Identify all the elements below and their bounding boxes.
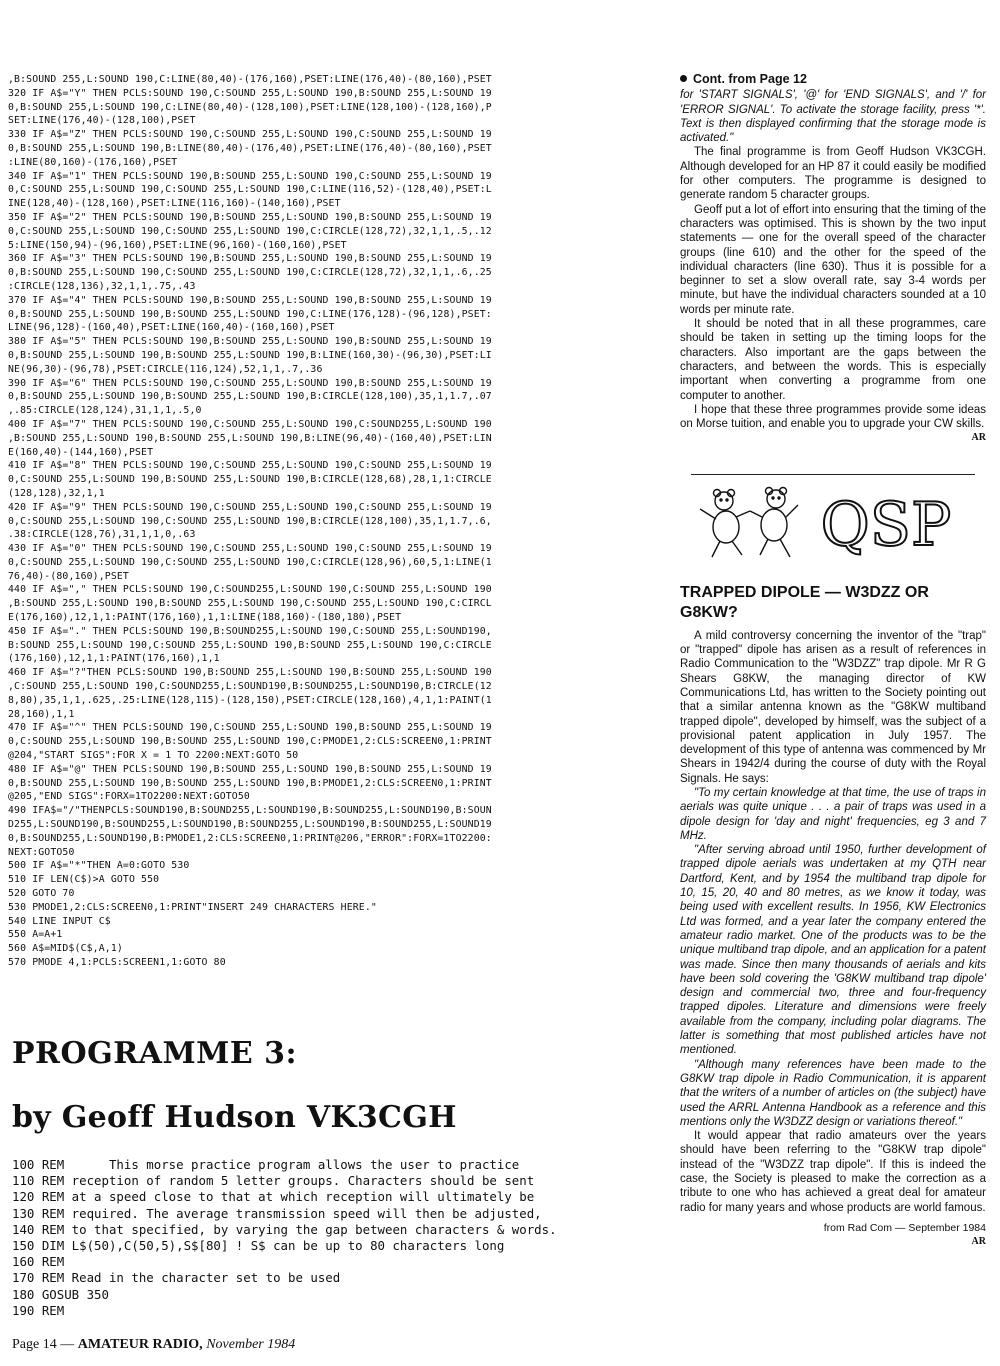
code-line: E(176,160),12,1,1:PAINT(176,160),1,1:LINE(188,160)-(180,180),PSET	[8, 612, 402, 624]
paragraph: Geoff put a lot of effort into ensuring that the timing of the characters was optimised. This is shown by the two input statements — one for the overall speed of the character groups (line 610) and the other for the speed of the individual characters (line 630). Thus it is possible for a beginner to set a slow overall rate, say 3-4 words per minute, but have the individual characters sounded at a 10 words per minute rate.	[680, 203, 986, 316]
code-line: (176,160),12,1,1:PAINT(176,160),1,1	[8, 653, 220, 665]
code-line: .38:CIRCLE(128,76),31,1,1,0,.63	[8, 529, 196, 541]
code-line: 0,C:SOUND 255,L:SOUND 190,C:SOUND 255,L:SOUND 190,C:CIRCLE(128,96),60,5,1:LINE(1	[8, 556, 492, 568]
code-line: 130 REM required. The average transmission speed will then be adjusted,	[12, 1205, 542, 1221]
continued-label: Cont. from Page 12	[680, 72, 986, 86]
code-line: SET:LINE(176,40)-(128,100),PSET	[8, 115, 196, 127]
code-line: 450 IF A$="." THEN PCLS:SOUND 190,B:SOUND255,L:SOUND 190,C:SOUND 255,L:SOUND190,	[8, 625, 492, 637]
right-column	[680, 72, 986, 1249]
code-line: 540 LINE INPUT C$	[8, 915, 111, 927]
code-line: 0,B:SOUND 255,L:SOUND 190,B:SOUND 255,L:SOUND 190,B:LINE(160,30)-(96,30),PSET:LI	[8, 349, 492, 361]
code-line: 0,C:SOUND 255,L:SOUND 190,B:SOUND 255,L:SOUND 190,C:PMODE1,2:CLS:SCREEN0,1:PRINT	[8, 736, 492, 748]
code-line: 340 IF A$="1" THEN PCLS:SOUND 190,B:SOUND 255,L:SOUND 190,C:SOUND 255,L:SOUND 19	[8, 170, 492, 182]
footer-issue: November 1984	[206, 1337, 296, 1352]
code-line: @205,"END SIGS":FORX=1TO2200:NEXT:GOTO50	[8, 791, 250, 803]
code-line: 0,B:SOUND255,L:SOUND190,B:PMODE1,2:CLS:SCREEN0,1:PRINT@206,"ERROR":FORX=1TO2200:	[8, 832, 492, 844]
code-line: 140 REM to that specified, by varying the gap between characters & words.	[12, 1221, 557, 1237]
code-line: 430 IF A$="0" THEN PCLS:SOUND 190,C:SOUND 255,L:SOUND 190,C:SOUND 255,L:SOUND 19	[8, 543, 492, 555]
code-listing-top	[8, 73, 648, 970]
paragraph: The final programme is from Geoff Hudson VK3CGH. Although developed for an HP 87 it could easily be modified for other computers. The programme is designed to generate random 5 character groups.	[680, 146, 986, 202]
code-line: 8,80),35,1,1,.625,.25:LINE(128,115)-(128,150),PSET:CIRCLE(128,160),4,1,1:PAINT(1	[8, 694, 492, 706]
code-line: 400 IF A$="7" THEN PCLS:SOUND 190,C:SOUND 255,L:SOUND 190,C:SOUND255,L:SOUND 190	[8, 418, 492, 430]
code-line: :CIRCLE(128,136),32,1,1,.75,.43	[8, 280, 196, 292]
code-line: 170 REM Read in the character set to be used	[12, 1270, 341, 1286]
code-line: B:SOUND 255,L:SOUND 190,C:SOUND 255,L:SOUND 190,B:SOUND 255,L:SOUND 190,C:CIRCLE	[8, 639, 492, 651]
code-line: 370 IF A$="4" THEN PCLS:SOUND 190,B:SOUND 255,L:SOUND 190,B:SOUND 255,L:SOUND 19	[8, 294, 492, 306]
code-line: NEXT:GOTO50	[8, 846, 75, 858]
paragraph: I hope that these three programmes provide some ideas on Morse tuition, and enable you to upgrade your CW skills.	[680, 403, 986, 431]
code-line: 550 A=A+1	[8, 929, 63, 941]
article-paragraph: A mild controversy concerning the inventor of the "trap" or "trapped" dipole has arisen as a result of references in Radio Communication to the "W3DZZ" trap dipole. Mr R G Shears G8KW, the managing director of KW Communications Ltd, has written to the Society pointing out that a similar antenna known as the "G8KW multiband trapped dipole", developed by himself, was the subject of a provisional patent application in July 1957. The development of this type of antenna was commenced by Mr Shears in 1942/4 during the course of duty with the Royal Signals. He says:	[680, 629, 986, 785]
code-line: 330 IF A$="Z" THEN PCLS:SOUND 190,C:SOUND 255,L:SOUND 190,C:SOUND 255,L:SOUND 19	[8, 129, 492, 141]
code-line: 380 IF A$="5" THEN PCLS:SOUND 190,B:SOUND 255,L:SOUND 190,B:SOUND 255,L:SOUND 19	[8, 336, 492, 348]
footer-page-number: Page 14 —	[12, 1337, 75, 1352]
code-line: 0,B:SOUND 255,L:SOUND 190,B:SOUND 255,L:SOUND 190,B:CIRCLE(128,100),35,1,1.7,.07	[8, 391, 492, 403]
code-line: 490 IFA$="/"THENPCLS:SOUND190,B:SOUND255,L:SOUND190,B:SOUND255,L:SOUND190,B:SOUN	[8, 805, 492, 817]
code-line: 0,C:SOUND 255,L:SOUND 190,C:SOUND 255,L:SOUND 190,B:CIRCLE(128,100),35,1,1.7,.6,	[8, 515, 492, 527]
code-line: 460 IF A$="?"THEN PCLS:SOUND 190,B:SOUND 255,L:SOUND 190,B:SOUND 255,L:SOUND 190	[8, 667, 492, 679]
code-line: ,B:SOUND 255,L:SOUND 190,C:LINE(80,40)-(176,160),PSET:LINE(176,40)-(80,160),PSET	[8, 74, 492, 85]
intro-italic: for 'START SIGNALS', '@' for 'END SIGNALS', and '/' for 'ERROR SIGNAL'. To activate the storage facility, press '*'. Text is then displayed confirming that the storage mode is activated."	[680, 89, 986, 145]
code-line: 360 IF A$="3" THEN PCLS:SOUND 190,B:SOUND 255,L:SOUND 190,B:SOUND 255,L:SOUND 19	[8, 253, 492, 265]
code-line: 180 GOSUB 350	[12, 1286, 109, 1302]
code-line: 470 IF A$="^" THEN PCLS:SOUND 190,C:SOUND 255,L:SOUND 190,B:SOUND 255,L:SOUND 19	[8, 722, 492, 734]
code-line: 0,C:SOUND 255,L:SOUND 190,C:SOUND 255,L:SOUND 190,C:CIRCLE(128,72),32,1,1,.5,.12	[8, 225, 492, 237]
code-listing-programme3	[12, 1157, 652, 1319]
footer-magazine: AMATEUR RADIO,	[77, 1337, 203, 1352]
article-paragraph: It would appear that radio amateurs over the years should have been referring to the "G8KW trap dipole" instead of the "W3DZZ trap dipole". If this is indeed the case, the Society is pleased to make the correction as a tribute to one who has achieved a great deal for amateur radio for many years and whose products are world famous.	[680, 1130, 986, 1214]
code-line: 560 A$=MID$(C$,A,1)	[8, 943, 123, 955]
code-line: 0,C:SOUND 255,L:SOUND 190,B:SOUND 255,L:SOUND 190,B:CIRCLE(128,68),28,1,1:CIRCLE	[8, 474, 492, 486]
article-quote: "After serving abroad until 1950, further development of trapped dipole aerials was undertaken at my QTH near Dartford, Kent, and by 1954 the multiband trap dipole for 10, 15, 20, 40 and 80 metres, as we know it today, was being used with excellent results. In 1956, KW Electronics Ltd was formed, and a year later the company entered the amateur radio market. One of the products was to be the unique multiband trap dipole, and an application for a patent was made. Since then many thousands of aerials and kits have been sold covering the 'G8KW multiband trap dipole' design and commercial two, three and four-frequency trapped dipoles. Literature and dimensions were freely available from the company, including polar diagrams. The latter is something that most published articles have not mentioned.	[680, 844, 986, 1057]
code-line: 320 IF A$="Y" THEN PCLS:SOUND 190,C:SOUND 255,L:SOUND 190,B:SOUND 255,L:SOUND 19	[8, 87, 492, 99]
code-line: 5:LINE(150,94)-(96,160),PSET:LINE(96,160)-(160,160),PSET	[8, 239, 347, 251]
code-line: 410 IF A$="8" THEN PCLS:SOUND 190,C:SOUND 255,L:SOUND 190,C:SOUND 255,L:SOUND 19	[8, 460, 492, 472]
code-line: 510 IF LEN(C$)>A GOTO 550	[8, 874, 160, 886]
code-line: 570 PMODE 4,1:PCLS:SCREEN1,1:GOTO 80	[8, 957, 226, 968]
svg-text:QSP: QSP	[820, 489, 952, 560]
code-line: 520 GOTO 70	[8, 888, 75, 900]
code-line: 0,B:SOUND 255,L:SOUND 190,C:LINE(80,40)-(128,100),PSET:LINE(128,100)-(128,160),P	[8, 101, 492, 113]
programme-heading: PROGRAMME 3:	[12, 1036, 298, 1071]
code-line: 500 IF A$="*"THEN A=0:GOTO 530	[8, 860, 190, 872]
code-line: 160 REM	[12, 1254, 65, 1270]
code-line: 440 IF A$="," THEN PCLS:SOUND 190,C:SOUND255,L:SOUND 190,C:SOUND 255,L:SOUND 190	[8, 584, 492, 596]
code-line: 350 IF A$="2" THEN PCLS:SOUND 190,B:SOUND 255,L:SOUND 190,B:SOUND 255,L:SOUND 19	[8, 211, 492, 223]
code-line: NE(96,30)-(96,78),PSET:CIRCLE(116,124),52,1,1,.7,.36	[8, 363, 323, 375]
qsp-logo	[690, 483, 970, 565]
article-title: TRAPPED DIPOLE — W3DZZ OR G8KW?	[680, 583, 929, 621]
code-line: (128,128),32,1,1	[8, 487, 105, 499]
code-line: 28,160),1,1	[8, 708, 75, 720]
signature-ar: AR	[971, 1236, 986, 1248]
code-line: ,.85:CIRCLE(128,124),31,1,1,.5,0	[8, 405, 202, 417]
code-line: 390 IF A$="6" THEN PCLS:SOUND 190,C:SOUND 255,L:SOUND 190,B:SOUND 255,L:SOUND 19	[8, 377, 492, 389]
code-line: 0,B:SOUND 255,L:SOUND 190,B:LINE(80,40)-(176,40),PSET:LINE(176,40)-(80,160),PSET	[8, 142, 492, 154]
dancing-bears-icon	[700, 487, 798, 557]
article-quote: "To my certain knowledge at that time, the use of traps in aerials was quite unique . . . a pair of traps was used in a dipole design for 'day and night' frequencies, eg 3 and 7 MHz.	[680, 786, 986, 842]
paragraph: It should be noted that in all these programmes, care should be taken in setting up the timing loops for the characters. Also important are the gaps between the characters, and between the words. This is especially important when converting a programme from one computer to another.	[680, 318, 986, 402]
code-line: 420 IF A$="9" THEN PCLS:SOUND 190,C:SOUND 255,L:SOUND 190,C:SOUND 255,L:SOUND 19	[8, 501, 492, 513]
code-line: 120 REM at a speed close to that at which reception will ultimately be	[12, 1189, 535, 1205]
code-line: 480 IF A$="@" THEN PCLS:SOUND 190,B:SOUND 255,L:SOUND 190,B:SOUND 255,L:SOUND 19	[8, 763, 492, 775]
code-line: 530 PMODE1,2:CLS:SCREEN0,1:PRINT"INSERT 249 CHARACTERS HERE."	[8, 901, 377, 913]
code-line: 0,B:SOUND 255,L:SOUND 190,B:SOUND 255,L:SOUND 190,C:LINE(176,128)-(96,128),PSET:	[8, 308, 492, 320]
code-line: 110 REM reception of random 5 letter groups. Characters should be sent	[12, 1173, 535, 1189]
code-line: E(160,40)-(144,160),PSET	[8, 446, 154, 458]
code-line: 0,C:SOUND 255,L:SOUND 190,C:SOUND 255,L:SOUND 190,C:LINE(116,52)-(128,40),PSET:L	[8, 184, 492, 196]
code-line: 150 DIM L$(50),C(50,5),S$[80] ! S$ can be up to 80 characters long	[12, 1237, 505, 1253]
code-line: 76,40)-(80,160),PSET	[8, 570, 129, 582]
code-line: 0,B:SOUND 255,L:SOUND 190,B:SOUND 255,L:SOUND 190,B:PMODE1,2:CLS:SCREEN0,1:PRINT	[8, 777, 492, 789]
code-line: 190 REM	[12, 1302, 65, 1318]
code-line: INE(128,40)-(128,160),PSET:LINE(116,160)-(140,160),PSET	[8, 198, 341, 210]
code-line: 100 REM This morse practice program allows the user to practice	[12, 1157, 520, 1172]
programme-byline: by Geoff Hudson VK3CGH	[12, 1100, 457, 1135]
code-line: :LINE(80,160)-(176,160),PSET	[8, 156, 178, 168]
bullet-icon	[680, 75, 687, 82]
signature-ar: AR	[971, 432, 986, 444]
article-source: from Rad Com — September 1984	[823, 1221, 986, 1234]
code-line: LINE(96,128)-(160,40),PSET:LINE(160,40)-(160,160),PSET	[8, 322, 335, 334]
code-line: D255,L:SOUND190,B:SOUND255,L:SOUND190,B:SOUND255,L:SOUND190,B:SOUND255,L:SOUND19	[8, 819, 492, 831]
article-quote: "Although many references have been made to the G8KW trap dipole in Radio Communication, it is apparent that the writers of a number of articles on (the subject) have used the ARRL Antenna Handbook as a reference and this mentions only the W3DZZ design or variations thereof."	[680, 1058, 986, 1128]
code-line: 0,B:SOUND 255,L:SOUND 190,C:SOUND 255,L:SOUND 190,C:CIRCLE(128,72),32,1,1,.6,.25	[8, 267, 492, 279]
divider	[691, 474, 975, 475]
code-line: ,C:SOUND 255,L:SOUND 190,C:SOUND255,L:SOUND190,B:SOUND255,L:SOUND190,B:CIRCLE(12	[8, 681, 492, 693]
code-line: ,B:SOUND 255,L:SOUND 190,B:SOUND 255,L:SOUND 190,C:SOUND 255,L:SOUND 190,C:CIRCL	[8, 598, 492, 610]
page-footer	[12, 1337, 295, 1353]
code-line: ,B:SOUND 255,L:SOUND 190,B:SOUND 255,L:SOUND 190,B:LINE(96,40)-(160,40),PSET:LIN	[8, 432, 492, 444]
code-line: @204,"START SIGS":FOR X = 1 TO 2200:NEXT:GOTO 50	[8, 750, 299, 762]
